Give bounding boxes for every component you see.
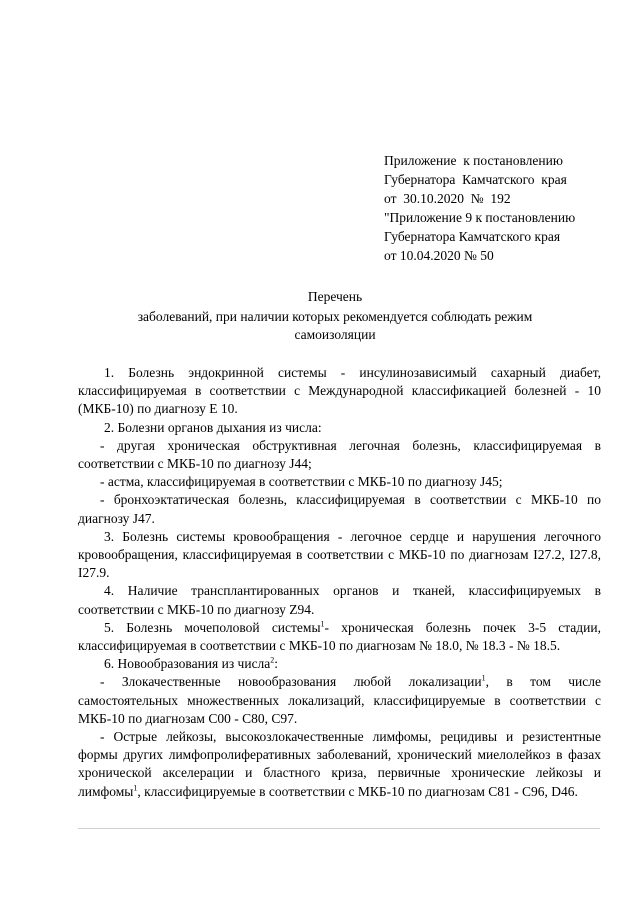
list-subitem: [78, 673, 601, 728]
item-text: , классифицируемые в соответствии с МКБ-10 по диагнозам С81 - С96, D46.: [137, 783, 578, 799]
item-text: - астма, классифицируемая в соответствии с МКБ-10 по диагнозу J45;: [100, 474, 503, 490]
disease-list: [78, 364, 601, 801]
list-item: [78, 655, 601, 673]
header-line: Губернатора Камчатского края: [384, 172, 567, 187]
item-text: - Злокачественные новообразования любой локализации: [100, 674, 482, 690]
list-item: [78, 528, 601, 583]
item-text: 4. Наличие трансплантированных органов и тканей, классифицируемых в соответствии с МКБ-10 по диагнозу Z94.: [78, 583, 601, 617]
title-subtitle: заболеваний, при наличии которых рекомендуется соблюдать режим самоизоляции: [137, 308, 533, 342]
header-line: Приложение к постановлению: [384, 153, 563, 168]
header-line: "Приложение 9 к постановлению: [384, 210, 576, 225]
list-item: [78, 582, 601, 618]
header-line: от 30.10.2020 № 192: [384, 191, 511, 206]
list-item: [78, 419, 601, 437]
item-text: - бронхоэктатическая болезнь, классифицируемая в соответствии с МКБ-10 по диагнозу J47.: [78, 492, 601, 526]
item-text: 5. Болезнь мочеполовой системы: [104, 619, 321, 635]
item-text: :: [274, 656, 279, 672]
footnote-marker: 1: [133, 783, 138, 793]
header-line: Губернатора Камчатского края: [384, 229, 561, 244]
list-item: [78, 364, 601, 419]
item-text: 3. Болезнь системы кровообращения - легочное сердце и нарушения легочного кровообращения, классифицируемая в соответствии с МКБ-10 по диагнозам I27.2, I27.8, I27.9.: [78, 528, 601, 581]
item-text: - другая хроническая обструктивная легочная болезнь, классифицируемая в соответствии с МКБ-10 по диагнозу J44;: [78, 437, 601, 472]
list-subitem: [78, 473, 601, 491]
footnote-marker: 2: [270, 655, 275, 665]
appendix-header: [384, 151, 634, 265]
item-text: 2. Болезни органов дыхания из числа:: [104, 419, 322, 435]
item-text: - Острые лейкозы, высокозлокачественные лимфомы, рецидивы и резистентные формы других лимфопролиферативных заболеваний, хронический миелолейкоз в фазах хронической акселерации и бластного криза, первичные хронические лейкозы и лимфомы: [78, 729, 601, 799]
list-subitem: [78, 437, 601, 473]
list-item: [78, 619, 601, 655]
list-subitem: [78, 491, 601, 527]
list-subitem: [78, 728, 601, 801]
footnote-separator: [78, 828, 600, 829]
document-title: [70, 288, 600, 345]
item-text: - хроническая болезнь почек 3-5 стадии, классифицируемая в соответствии с МКБ-10 по диагнозам № 18.0, № 18.3 - № 18.5.: [78, 619, 601, 654]
item-text: , в том числе самостоятельных множественных локализаций, классифицируемые в соответствии с МКБ-10 по диагнозам С00 - С80, С97.: [78, 674, 601, 726]
footnote-marker: 1: [481, 673, 486, 683]
header-line: от 10.04.2020 № 50: [384, 248, 494, 263]
footnote-marker: 1: [320, 619, 325, 629]
title-heading: Перечень: [307, 289, 363, 304]
item-text: 1. Болезнь эндокринной системы - инсулинозависимый сахарный диабет, классифицируемая в соответствии с Международной классификацией болезней - 10 (МКБ-10) по диагнозу Е 10.: [78, 365, 601, 417]
item-text: 6. Новообразования из числа: [104, 656, 271, 672]
